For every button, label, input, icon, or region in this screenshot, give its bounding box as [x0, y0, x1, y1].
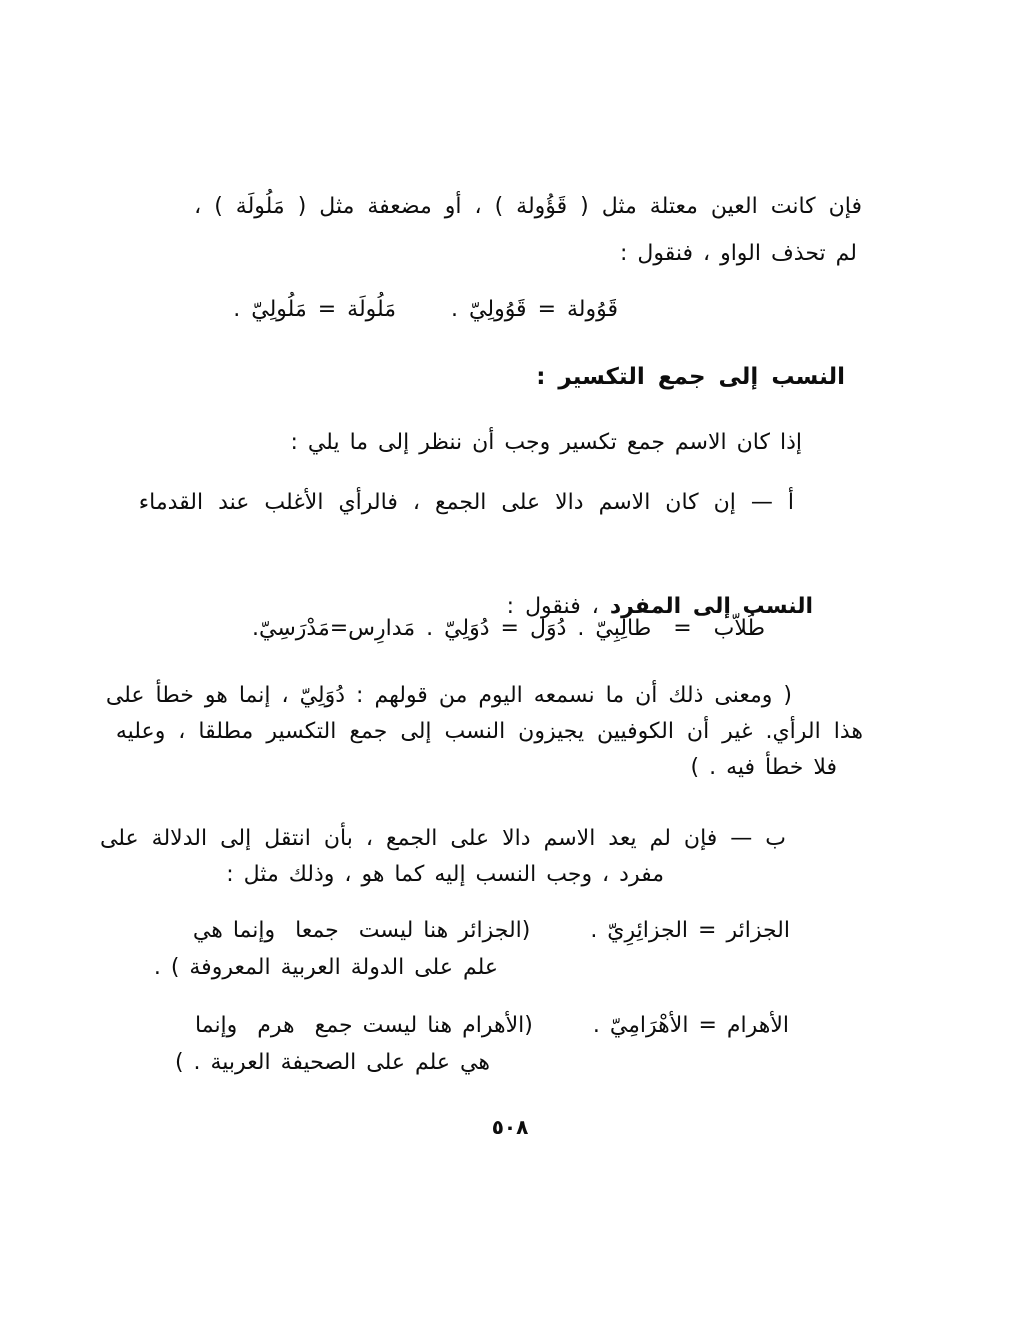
taksir-condition-line: إذا كان الاسم جمع تكسير وجب أن ننظر إلى ما يلي :: [290, 430, 802, 455]
parenthetical-note-line3: فلا خطأ فيه . ): [690, 755, 837, 780]
heading-nasab-mufrad-rest: ، فنقول :: [506, 594, 610, 619]
list-item-a: أ — إن كان الاسم دالا على الجمع ، فالرأي الأغلب عند القدماء: [138, 490, 794, 515]
heading-nasab-mufrad-bold: النسب إلى المفرد: [609, 594, 814, 619]
intro-paragraph-line1: فإن كانت العين معتلة مثل ( قَؤُولة ) ، أو مضعفة مثل ( مَلُولَة ) ،: [194, 194, 862, 219]
list-item-b-line2: مفرد ، وجب النسب إليه كما هو ، وذلك مثل :: [226, 862, 664, 887]
examples-line: طُلاّب = طالِبِيّ . دُوَل = دُوَلِيّ . مَدارِس=مَدْرَسِيّ.: [252, 616, 765, 641]
section-heading-nasab-jam-taksir: النسب إلى جمع التكسير :: [536, 364, 845, 390]
intro-paragraph-line2: لم تحذف الواو ، فنقول :: [619, 241, 857, 266]
list-item-b-line1: ب — فإن لم يعد الاسم دالا على الجمع ، بأن انتقل إلى الدلالة على: [99, 826, 786, 851]
example-ahram-line2: هي علم على الصحيفة العربية . ): [174, 1050, 490, 1075]
page-number: ٥٠٨: [491, 1115, 529, 1139]
example-jazair-line2: علم على الدولة العربية المعروفة ) .: [153, 955, 498, 980]
example-equation-line: قَوُولة = قَوُولِيّ . مَلُولَة = مَلُولِيّ .: [233, 297, 618, 322]
parenthetical-note-line2: هذا الرأي. غير أن الكوفيين يجيزون النسب إلى جمع التكسير مطلقا ، وعليه: [115, 719, 863, 744]
example-jazair-line1: الجزائر = الجزائِرِيّ . (الجزائر هنا ليست جمعا وإنما هي: [192, 918, 790, 943]
parenthetical-note-line1: ( ومعنى ذلك أن ما نسمعه اليوم من قولهم : دُوَلِيّ ، إنما هو خطأ على: [105, 683, 792, 708]
example-ahram-line1: الأهرام = الأهْرَامِيّ . (الأهرام هنا ليست جمع هرم وإنما: [195, 1013, 789, 1038]
